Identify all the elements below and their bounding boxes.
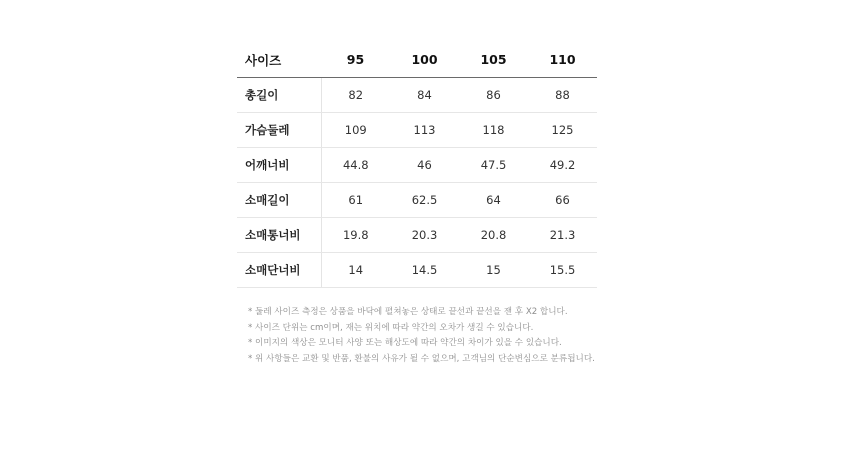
table-cell: 64	[459, 183, 528, 218]
table-cell: 20.8	[459, 218, 528, 253]
table-cell: 113	[390, 113, 459, 148]
table-cell: 109	[321, 113, 390, 148]
size-header: 105	[459, 42, 528, 78]
table-cell: 49.2	[528, 148, 597, 183]
table-cell: 88	[528, 78, 597, 113]
table-cell: 118	[459, 113, 528, 148]
table-cell: 14.5	[390, 253, 459, 288]
size-header: 110	[528, 42, 597, 78]
size-notes	[248, 305, 595, 367]
table-cell: 15.5	[528, 253, 597, 288]
note-unit: * 사이즈 단위는 cm이며, 재는 위치에 따라 약간의 오차가 생길 수 있습니다.	[248, 322, 534, 333]
row-label: 소매단너비	[237, 253, 321, 288]
size-header: 95	[321, 42, 390, 78]
table-cell: 125	[528, 113, 597, 148]
table-cell: 21.3	[528, 218, 597, 253]
table-row	[237, 113, 597, 148]
table-header-row	[237, 42, 597, 78]
table-row	[237, 183, 597, 218]
note-measurement: * 둘레 사이즈 측정은 상품을 바닥에 펼쳐놓은 상태로 끝선과 끝선을 잰 후 X2 합니다.	[248, 307, 568, 317]
header-label: 사이즈	[237, 42, 321, 78]
table-row	[237, 148, 597, 183]
table-cell: 82	[321, 78, 390, 113]
table-cell: 20.3	[390, 218, 459, 253]
table-row	[237, 78, 597, 113]
row-label: 소매통너비	[237, 218, 321, 253]
size-header: 100	[390, 42, 459, 78]
table-cell: 19.8	[321, 218, 390, 253]
row-label: 소매길이	[237, 183, 321, 218]
size-chart-table	[237, 42, 597, 288]
table-row	[237, 253, 597, 288]
row-label: 가슴둘레	[237, 113, 321, 148]
table-cell: 61	[321, 183, 390, 218]
row-label: 총길이	[237, 78, 321, 113]
table-cell: 47.5	[459, 148, 528, 183]
table-cell: 14	[321, 253, 390, 288]
row-label: 어깨너비	[237, 148, 321, 183]
table-cell: 62.5	[390, 183, 459, 218]
table-cell: 15	[459, 253, 528, 288]
table-cell: 86	[459, 78, 528, 113]
note-color: * 이미지의 색상은 모니터 사양 또는 해상도에 따라 약간의 차이가 있을 수 있습니다.	[248, 338, 562, 348]
table-cell: 66	[528, 183, 597, 218]
table-cell: 84	[390, 78, 459, 113]
table-cell: 46	[390, 148, 459, 183]
table-row	[237, 218, 597, 253]
note-exchange: * 위 사항들은 교환 및 반품, 환불의 사유가 될 수 없으며, 고객님의 단순변심으로 분류됩니다.	[248, 353, 595, 364]
table-cell: 44.8	[321, 148, 390, 183]
